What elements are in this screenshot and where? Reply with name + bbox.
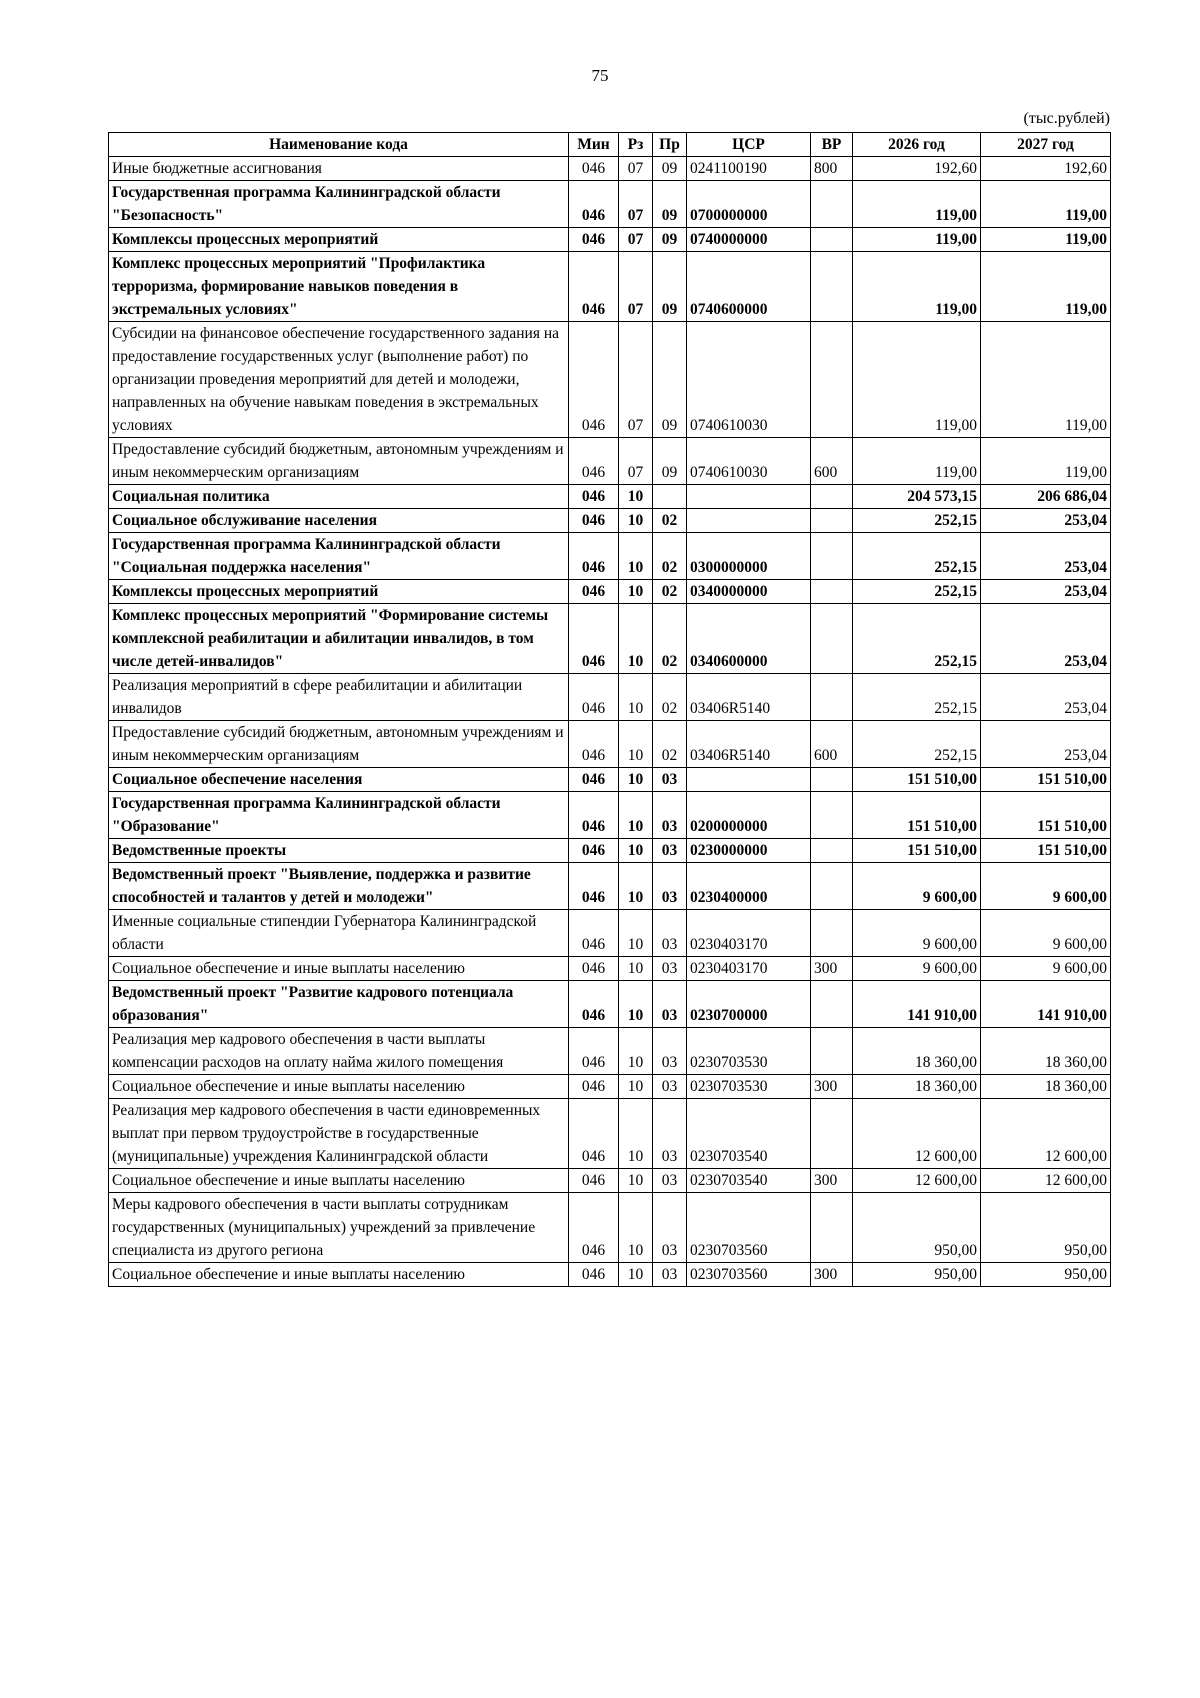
cell-min: 046 <box>569 485 619 509</box>
cell-rz: 10 <box>619 863 653 910</box>
cell-2026: 151 510,00 <box>853 768 981 792</box>
table-row <box>109 721 1111 768</box>
cell-pr: 03 <box>653 863 687 910</box>
cell-rz: 10 <box>619 1075 653 1099</box>
cell-min: 046 <box>569 1028 619 1075</box>
cell-2027: 12 600,00 <box>981 1099 1111 1169</box>
cell-name: Комплексы процессных мероприятий <box>109 580 569 604</box>
cell-csr: 0230700000 <box>687 981 811 1028</box>
cell-2027: 12 600,00 <box>981 1169 1111 1193</box>
cell-2027: 192,60 <box>981 157 1111 181</box>
cell-csr: 0200000000 <box>687 792 811 839</box>
table-row <box>109 157 1111 181</box>
cell-vr <box>811 485 853 509</box>
cell-min: 046 <box>569 863 619 910</box>
cell-min: 046 <box>569 1075 619 1099</box>
cell-name: Комплекс процессных мероприятий "Профилактика терроризма, формирование навыков поведения в экстремальных условиях" <box>109 252 569 322</box>
cell-2026: 12 600,00 <box>853 1099 981 1169</box>
header-pr: Пр <box>653 133 687 157</box>
cell-rz: 10 <box>619 533 653 580</box>
cell-rz: 07 <box>619 252 653 322</box>
cell-min: 046 <box>569 252 619 322</box>
table-row <box>109 228 1111 252</box>
cell-vr: 300 <box>811 1263 853 1287</box>
cell-rz: 10 <box>619 721 653 768</box>
cell-csr: 0740000000 <box>687 228 811 252</box>
cell-rz: 10 <box>619 839 653 863</box>
cell-name: Ведомственные проекты <box>109 839 569 863</box>
cell-pr: 09 <box>653 181 687 228</box>
cell-rz: 07 <box>619 228 653 252</box>
cell-2026: 9 600,00 <box>853 910 981 957</box>
table-row <box>109 863 1111 910</box>
cell-rz: 10 <box>619 1169 653 1193</box>
cell-min: 046 <box>569 721 619 768</box>
cell-2027: 9 600,00 <box>981 957 1111 981</box>
cell-pr: 02 <box>653 509 687 533</box>
cell-2026: 204 573,15 <box>853 485 981 509</box>
cell-min: 046 <box>569 1193 619 1263</box>
cell-rz: 10 <box>619 674 653 721</box>
cell-2027: 206 686,04 <box>981 485 1111 509</box>
cell-csr: 0230703560 <box>687 1193 811 1263</box>
header-rz: Рз <box>619 133 653 157</box>
cell-csr: 0340000000 <box>687 580 811 604</box>
cell-min: 046 <box>569 509 619 533</box>
cell-rz: 10 <box>619 1099 653 1169</box>
cell-pr: 03 <box>653 957 687 981</box>
cell-name: Ведомственный проект "Выявление, поддержка и развитие способностей и талантов у детей и молодежи" <box>109 863 569 910</box>
cell-2027: 253,04 <box>981 674 1111 721</box>
cell-rz: 10 <box>619 910 653 957</box>
cell-2026: 18 360,00 <box>853 1075 981 1099</box>
cell-min: 046 <box>569 768 619 792</box>
cell-min: 046 <box>569 839 619 863</box>
table-row <box>109 1099 1111 1169</box>
cell-2027: 141 910,00 <box>981 981 1111 1028</box>
cell-csr: 0230703530 <box>687 1075 811 1099</box>
cell-name: Социальное обслуживание населения <box>109 509 569 533</box>
cell-2026: 252,15 <box>853 580 981 604</box>
cell-2026: 252,15 <box>853 509 981 533</box>
cell-csr: 0700000000 <box>687 181 811 228</box>
cell-2026: 252,15 <box>853 604 981 674</box>
cell-min: 046 <box>569 157 619 181</box>
cell-vr <box>811 604 853 674</box>
cell-csr: 0740610030 <box>687 322 811 438</box>
header-min: Мин <box>569 133 619 157</box>
cell-pr: 09 <box>653 157 687 181</box>
cell-min: 046 <box>569 228 619 252</box>
cell-name: Комплекс процессных мероприятий "Формирование системы комплексной реабилитации и абилитации инвалидов, в том числе детей-инвалидов" <box>109 604 569 674</box>
cell-2027: 119,00 <box>981 438 1111 485</box>
cell-vr <box>811 252 853 322</box>
cell-name: Комплексы процессных мероприятий <box>109 228 569 252</box>
table-row <box>109 1263 1111 1287</box>
header-csr: ЦСР <box>687 133 811 157</box>
cell-pr: 03 <box>653 792 687 839</box>
table-row <box>109 1169 1111 1193</box>
cell-min: 046 <box>569 1099 619 1169</box>
cell-vr <box>811 839 853 863</box>
cell-2027: 119,00 <box>981 228 1111 252</box>
cell-2026: 119,00 <box>853 438 981 485</box>
cell-rz: 10 <box>619 509 653 533</box>
cell-min: 046 <box>569 981 619 1028</box>
cell-vr <box>811 674 853 721</box>
table-row <box>109 252 1111 322</box>
cell-vr: 300 <box>811 1169 853 1193</box>
table-row <box>109 1028 1111 1075</box>
cell-name: Меры кадрового обеспечения в части выплаты сотрудникам государственных (муниципальных) учреждений за привлечение специалиста из другого региона <box>109 1193 569 1263</box>
cell-name: Социальное обеспечение и иные выплаты населению <box>109 957 569 981</box>
cell-vr: 600 <box>811 721 853 768</box>
cell-vr <box>811 580 853 604</box>
table-row <box>109 533 1111 580</box>
table-row <box>109 981 1111 1028</box>
cell-vr <box>811 509 853 533</box>
cell-csr: 03406R5140 <box>687 674 811 721</box>
cell-csr: 0241100190 <box>687 157 811 181</box>
cell-name: Ведомственный проект "Развитие кадрового потенциала образования" <box>109 981 569 1028</box>
table-body <box>109 157 1111 1287</box>
cell-name: Государственная программа Калининградской области "Безопасность" <box>109 181 569 228</box>
cell-min: 046 <box>569 674 619 721</box>
header-vr: ВР <box>811 133 853 157</box>
cell-vr <box>811 1193 853 1263</box>
cell-min: 046 <box>569 322 619 438</box>
cell-rz: 10 <box>619 792 653 839</box>
cell-2026: 950,00 <box>853 1263 981 1287</box>
cell-vr <box>811 768 853 792</box>
cell-pr: 03 <box>653 1263 687 1287</box>
table-row <box>109 580 1111 604</box>
cell-csr: 0230703560 <box>687 1263 811 1287</box>
cell-2026: 151 510,00 <box>853 792 981 839</box>
cell-csr: 0300000000 <box>687 533 811 580</box>
cell-min: 046 <box>569 181 619 228</box>
table-header-row <box>109 133 1111 157</box>
header-2026: 2026 год <box>853 133 981 157</box>
cell-csr <box>687 768 811 792</box>
cell-pr: 02 <box>653 533 687 580</box>
cell-2026: 119,00 <box>853 322 981 438</box>
cell-csr: 0230400000 <box>687 863 811 910</box>
cell-min: 046 <box>569 438 619 485</box>
cell-min: 046 <box>569 1169 619 1193</box>
cell-name: Реализация мер кадрового обеспечения в части выплаты компенсации расходов на оплату найма жилого помещения <box>109 1028 569 1075</box>
cell-2027: 950,00 <box>981 1193 1111 1263</box>
cell-2027: 18 360,00 <box>981 1075 1111 1099</box>
cell-vr: 300 <box>811 1075 853 1099</box>
cell-pr <box>653 485 687 509</box>
cell-vr <box>811 228 853 252</box>
cell-2027: 950,00 <box>981 1263 1111 1287</box>
cell-name: Государственная программа Калининградской области "Социальная поддержка населения" <box>109 533 569 580</box>
cell-csr: 03406R5140 <box>687 721 811 768</box>
table-row <box>109 792 1111 839</box>
cell-csr <box>687 509 811 533</box>
cell-csr: 0740610030 <box>687 438 811 485</box>
cell-name: Предоставление субсидий бюджетным, автономным учреждениям и иным некоммерческим организациям <box>109 438 569 485</box>
table-row <box>109 438 1111 485</box>
cell-pr: 09 <box>653 228 687 252</box>
cell-2026: 119,00 <box>853 252 981 322</box>
cell-pr: 03 <box>653 768 687 792</box>
cell-csr <box>687 485 811 509</box>
cell-rz: 10 <box>619 1193 653 1263</box>
page-number: 75 <box>591 66 609 85</box>
cell-csr: 0340600000 <box>687 604 811 674</box>
table-row <box>109 839 1111 863</box>
cell-vr <box>811 181 853 228</box>
cell-min: 046 <box>569 792 619 839</box>
table-row <box>109 485 1111 509</box>
cell-2026: 12 600,00 <box>853 1169 981 1193</box>
cell-pr: 02 <box>653 580 687 604</box>
cell-2026: 9 600,00 <box>853 957 981 981</box>
table-row <box>109 1193 1111 1263</box>
cell-name: Социальная политика <box>109 485 569 509</box>
cell-2026: 252,15 <box>853 674 981 721</box>
cell-min: 046 <box>569 957 619 981</box>
cell-name: Предоставление субсидий бюджетным, автономным учреждениям и иным некоммерческим организациям <box>109 721 569 768</box>
cell-2026: 950,00 <box>853 1193 981 1263</box>
cell-pr: 03 <box>653 839 687 863</box>
cell-pr: 02 <box>653 674 687 721</box>
cell-csr: 0740600000 <box>687 252 811 322</box>
table-row <box>109 1075 1111 1099</box>
cell-rz: 10 <box>619 604 653 674</box>
cell-pr: 09 <box>653 252 687 322</box>
cell-2026: 119,00 <box>853 181 981 228</box>
cell-2027: 18 360,00 <box>981 1028 1111 1075</box>
header-name: Наименование кода <box>109 133 569 157</box>
cell-2026: 9 600,00 <box>853 863 981 910</box>
header-2027: 2027 год <box>981 133 1111 157</box>
cell-2027: 253,04 <box>981 509 1111 533</box>
cell-csr: 0230703540 <box>687 1099 811 1169</box>
cell-rz: 10 <box>619 1028 653 1075</box>
cell-2026: 192,60 <box>853 157 981 181</box>
cell-2027: 119,00 <box>981 181 1111 228</box>
cell-vr <box>811 533 853 580</box>
cell-name: Социальное обеспечение и иные выплаты населению <box>109 1169 569 1193</box>
cell-2027: 151 510,00 <box>981 792 1111 839</box>
cell-rz: 07 <box>619 157 653 181</box>
cell-csr: 0230703540 <box>687 1169 811 1193</box>
cell-name: Реализация мер кадрового обеспечения в части единовременных выплат при первом трудоустройстве в государственные (муниципальные) учреждения Калининградской области <box>109 1099 569 1169</box>
cell-vr <box>811 981 853 1028</box>
cell-vr: 600 <box>811 438 853 485</box>
cell-2027: 151 510,00 <box>981 768 1111 792</box>
cell-name: Социальное обеспечение и иные выплаты населению <box>109 1263 569 1287</box>
cell-name: Именные социальные стипендии Губернатора Калининградской области <box>109 910 569 957</box>
cell-min: 046 <box>569 580 619 604</box>
cell-name: Субсидии на финансовое обеспечение государственного задания на предоставление государственных услуг (выполнение работ) по организации проведения мероприятий для детей и молодежи, направленных на обучение навыкам поведения в экстремальных условиях <box>109 322 569 438</box>
cell-csr: 0230403170 <box>687 910 811 957</box>
cell-pr: 02 <box>653 604 687 674</box>
cell-pr: 03 <box>653 1099 687 1169</box>
cell-pr: 09 <box>653 322 687 438</box>
cell-2026: 119,00 <box>853 228 981 252</box>
table-row <box>109 509 1111 533</box>
cell-vr: 300 <box>811 957 853 981</box>
table-row <box>109 674 1111 721</box>
cell-pr: 03 <box>653 1075 687 1099</box>
cell-rz: 10 <box>619 485 653 509</box>
cell-min: 046 <box>569 604 619 674</box>
cell-rz: 10 <box>619 1263 653 1287</box>
table-row <box>109 181 1111 228</box>
cell-rz: 07 <box>619 322 653 438</box>
cell-vr <box>811 322 853 438</box>
cell-2027: 119,00 <box>981 252 1111 322</box>
cell-rz: 10 <box>619 981 653 1028</box>
cell-pr: 03 <box>653 981 687 1028</box>
cell-pr: 02 <box>653 721 687 768</box>
cell-pr: 03 <box>653 910 687 957</box>
cell-rz: 10 <box>619 768 653 792</box>
cell-name: Реализация мероприятий в сфере реабилитации и абилитации инвалидов <box>109 674 569 721</box>
cell-name: Социальное обеспечение населения <box>109 768 569 792</box>
cell-2027: 9 600,00 <box>981 910 1111 957</box>
cell-name: Государственная программа Калининградской области "Образование" <box>109 792 569 839</box>
cell-vr: 800 <box>811 157 853 181</box>
table-row <box>109 768 1111 792</box>
cell-pr: 03 <box>653 1193 687 1263</box>
cell-2026: 141 910,00 <box>853 981 981 1028</box>
cell-2027: 151 510,00 <box>981 839 1111 863</box>
cell-2027: 253,04 <box>981 721 1111 768</box>
cell-vr <box>811 792 853 839</box>
budget-table <box>108 132 1111 1287</box>
cell-2027: 9 600,00 <box>981 863 1111 910</box>
cell-rz: 07 <box>619 438 653 485</box>
cell-2027: 253,04 <box>981 604 1111 674</box>
cell-min: 046 <box>569 1263 619 1287</box>
cell-min: 046 <box>569 533 619 580</box>
cell-csr: 0230403170 <box>687 957 811 981</box>
cell-csr: 0230703530 <box>687 1028 811 1075</box>
cell-vr <box>811 910 853 957</box>
cell-2026: 18 360,00 <box>853 1028 981 1075</box>
cell-pr: 03 <box>653 1169 687 1193</box>
table-row <box>109 957 1111 981</box>
cell-name: Социальное обеспечение и иные выплаты населению <box>109 1075 569 1099</box>
unit-note: (тыс.рублей) <box>1023 110 1110 127</box>
cell-vr <box>811 1099 853 1169</box>
cell-2026: 151 510,00 <box>853 839 981 863</box>
cell-pr: 03 <box>653 1028 687 1075</box>
table-row <box>109 910 1111 957</box>
cell-2026: 252,15 <box>853 533 981 580</box>
table-row <box>109 322 1111 438</box>
cell-2027: 253,04 <box>981 580 1111 604</box>
table-row <box>109 604 1111 674</box>
cell-csr: 0230000000 <box>687 839 811 863</box>
cell-rz: 10 <box>619 957 653 981</box>
cell-name: Иные бюджетные ассигнования <box>109 157 569 181</box>
cell-pr: 09 <box>653 438 687 485</box>
cell-rz: 10 <box>619 580 653 604</box>
cell-2026: 252,15 <box>853 721 981 768</box>
cell-2027: 119,00 <box>981 322 1111 438</box>
cell-2027: 253,04 <box>981 533 1111 580</box>
cell-vr <box>811 863 853 910</box>
cell-min: 046 <box>569 910 619 957</box>
cell-vr <box>811 1028 853 1075</box>
cell-rz: 07 <box>619 181 653 228</box>
